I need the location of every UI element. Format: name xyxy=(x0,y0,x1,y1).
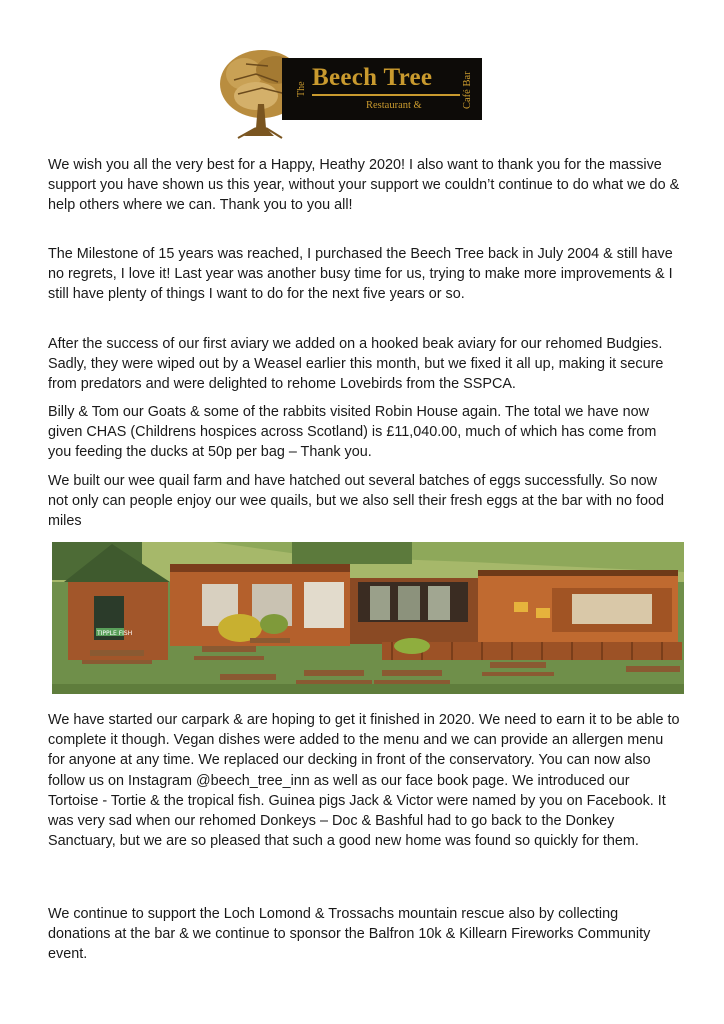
paragraph-chas: Billy & Tom our Goats & some of the rabbits visited Robin House again. The total we have now given CHAS (Childrens hospices across Scotland) is £11,040.00, much of which has come from you feeding the ducks at 50p per bag – Thank you. xyxy=(48,404,657,461)
paragraph-new-year: We wish you all the very best for a Happy, Heathy 2020! I also want to thank you for the massive support you have shown us this year, without your support we couldn’t continue to do what we do & help others where we can. Thank you to you all! xyxy=(48,157,680,214)
paragraph-milestone: The Milestone of 15 years was reached, I purchased the Beech Tree back in July 2004 & still have no regrets, I love it! Last year was another busy time for us, trying to make more improvements & I still have plenty of things I want to do for the next five years or so. xyxy=(48,246,673,303)
logo-title: Beech Tree xyxy=(312,64,433,91)
paragraph-quail-farm: We built our wee quail farm and have hatched out several batches of eggs successfully. So now not only can people enjoy our wee quails, but we also sell their fresh eggs at the bar with no food miles xyxy=(48,473,664,530)
logo-divider xyxy=(312,94,460,96)
paragraph-aviary: After the success of our first aviary we added on a hooked beak aviary for our rehomed Budgies. Sadly, they were wiped out by a Weasel earlier this month, but we fixed it all up, making it secure from predators and were delighted to rehome Lovebirds from the SSPCA. xyxy=(48,336,664,393)
paragraph-community: We continue to support the Loch Lomond & Trossachs mountain rescue also by collecting donations at the bar & we continue to sponsor the Balfron 10k & Killearn Fireworks Community event. xyxy=(48,906,651,963)
beech-tree-logo xyxy=(216,44,482,140)
venue-photo xyxy=(52,542,684,694)
logo-the-text: The xyxy=(296,81,307,97)
photo-sign-text: TIPPLE FISH xyxy=(97,630,133,637)
paragraph-carpark: We have started our carpark & are hoping to get it finished in 2020. We need to earn it to be able to complete it though. Vegan dishes were added to the menu and we can provide an allergen menu for anyone at any time. We replaced our decking in front of the conservatory. You can now also follow us on Instagram @beech_tree_inn as well as our face book page. We introduced our Tortoise - Tortie & the tropical fish. Guinea pigs Jack & Victor were named by you on Facebook. It was very sad when our rehomed Donkeys – Doc & Bashful had to go back to the Donkey Sanctuary, but we are so pleased that such a good new home was found so quickly for them. xyxy=(48,712,680,850)
logo-cafe-bar: Café Bar xyxy=(462,71,473,109)
logo-subtitle: Restaurant & xyxy=(366,100,422,111)
